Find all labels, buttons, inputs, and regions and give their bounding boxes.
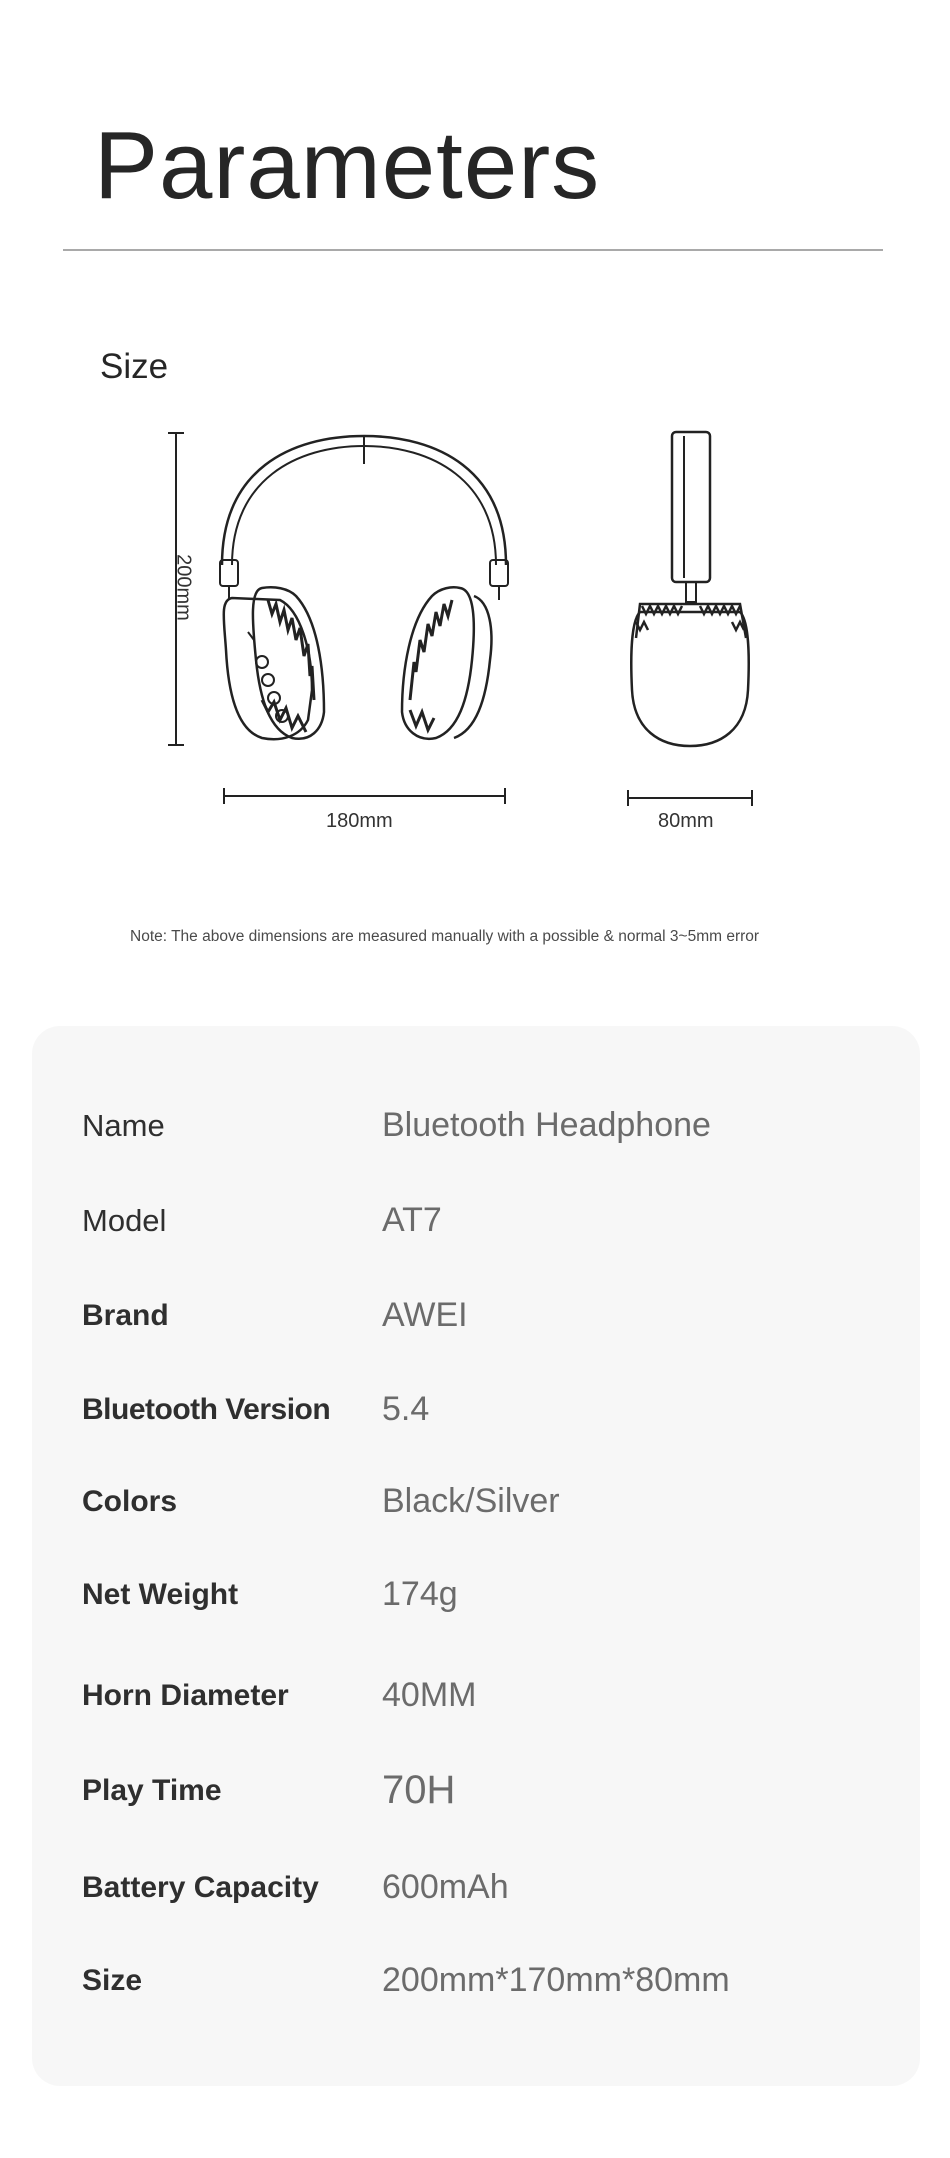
spec-key: Model	[82, 1202, 167, 1238]
spec-row-brand	[82, 1296, 902, 1335]
spec-key: Play Time	[82, 1773, 222, 1807]
spec-key: Battery Capacity	[82, 1870, 319, 1904]
spec-row-size	[82, 1961, 902, 2000]
spec-value: 40MM	[382, 1676, 477, 1714]
spec-key: Net Weight	[82, 1577, 239, 1611]
headphone-dimension-drawing	[0, 400, 950, 860]
spec-value: 5.4	[382, 1390, 430, 1428]
spec-key: Brand	[82, 1298, 169, 1332]
spec-value: 600mAh	[382, 1868, 509, 1906]
spec-key: Name	[82, 1107, 165, 1143]
spec-key: Colors	[82, 1484, 178, 1518]
page-title: Parameters	[94, 112, 601, 219]
spec-row-model	[82, 1201, 902, 1240]
spec-row-play-time	[82, 1768, 902, 1813]
width-dimension-label: 180mm	[326, 810, 393, 832]
spec-row-bluetooth-version	[82, 1390, 902, 1429]
spec-row-battery-capacity	[82, 1868, 902, 1907]
spec-value: Black/Silver	[382, 1482, 560, 1520]
depth-dimension-label: 80mm	[658, 810, 714, 832]
spec-key: Size	[82, 1963, 143, 1997]
measurement-note: Note: The above dimensions are measured manually with a possible & normal 3~5mm error	[130, 928, 760, 945]
spec-value: 174g	[382, 1575, 458, 1613]
spec-key: Bluetooth Version	[82, 1392, 331, 1426]
spec-value: Bluetooth Headphone	[382, 1106, 711, 1144]
spec-row-colors	[82, 1482, 902, 1521]
height-dimension-label: 200mm	[172, 554, 195, 621]
spec-card	[32, 1026, 920, 2086]
spec-value: AT7	[382, 1201, 442, 1239]
spec-key: Horn Diameter	[82, 1678, 289, 1712]
spec-row-net-weight	[82, 1575, 902, 1614]
spec-value: 200mm*170mm*80mm	[382, 1961, 730, 1999]
size-section-label: Size	[100, 347, 169, 386]
title-divider	[63, 249, 883, 251]
spec-row-name	[82, 1106, 902, 1145]
spec-row-horn-diameter	[82, 1676, 902, 1715]
spec-value: 70H	[382, 1768, 456, 1812]
spec-value: AWEI	[382, 1296, 468, 1334]
